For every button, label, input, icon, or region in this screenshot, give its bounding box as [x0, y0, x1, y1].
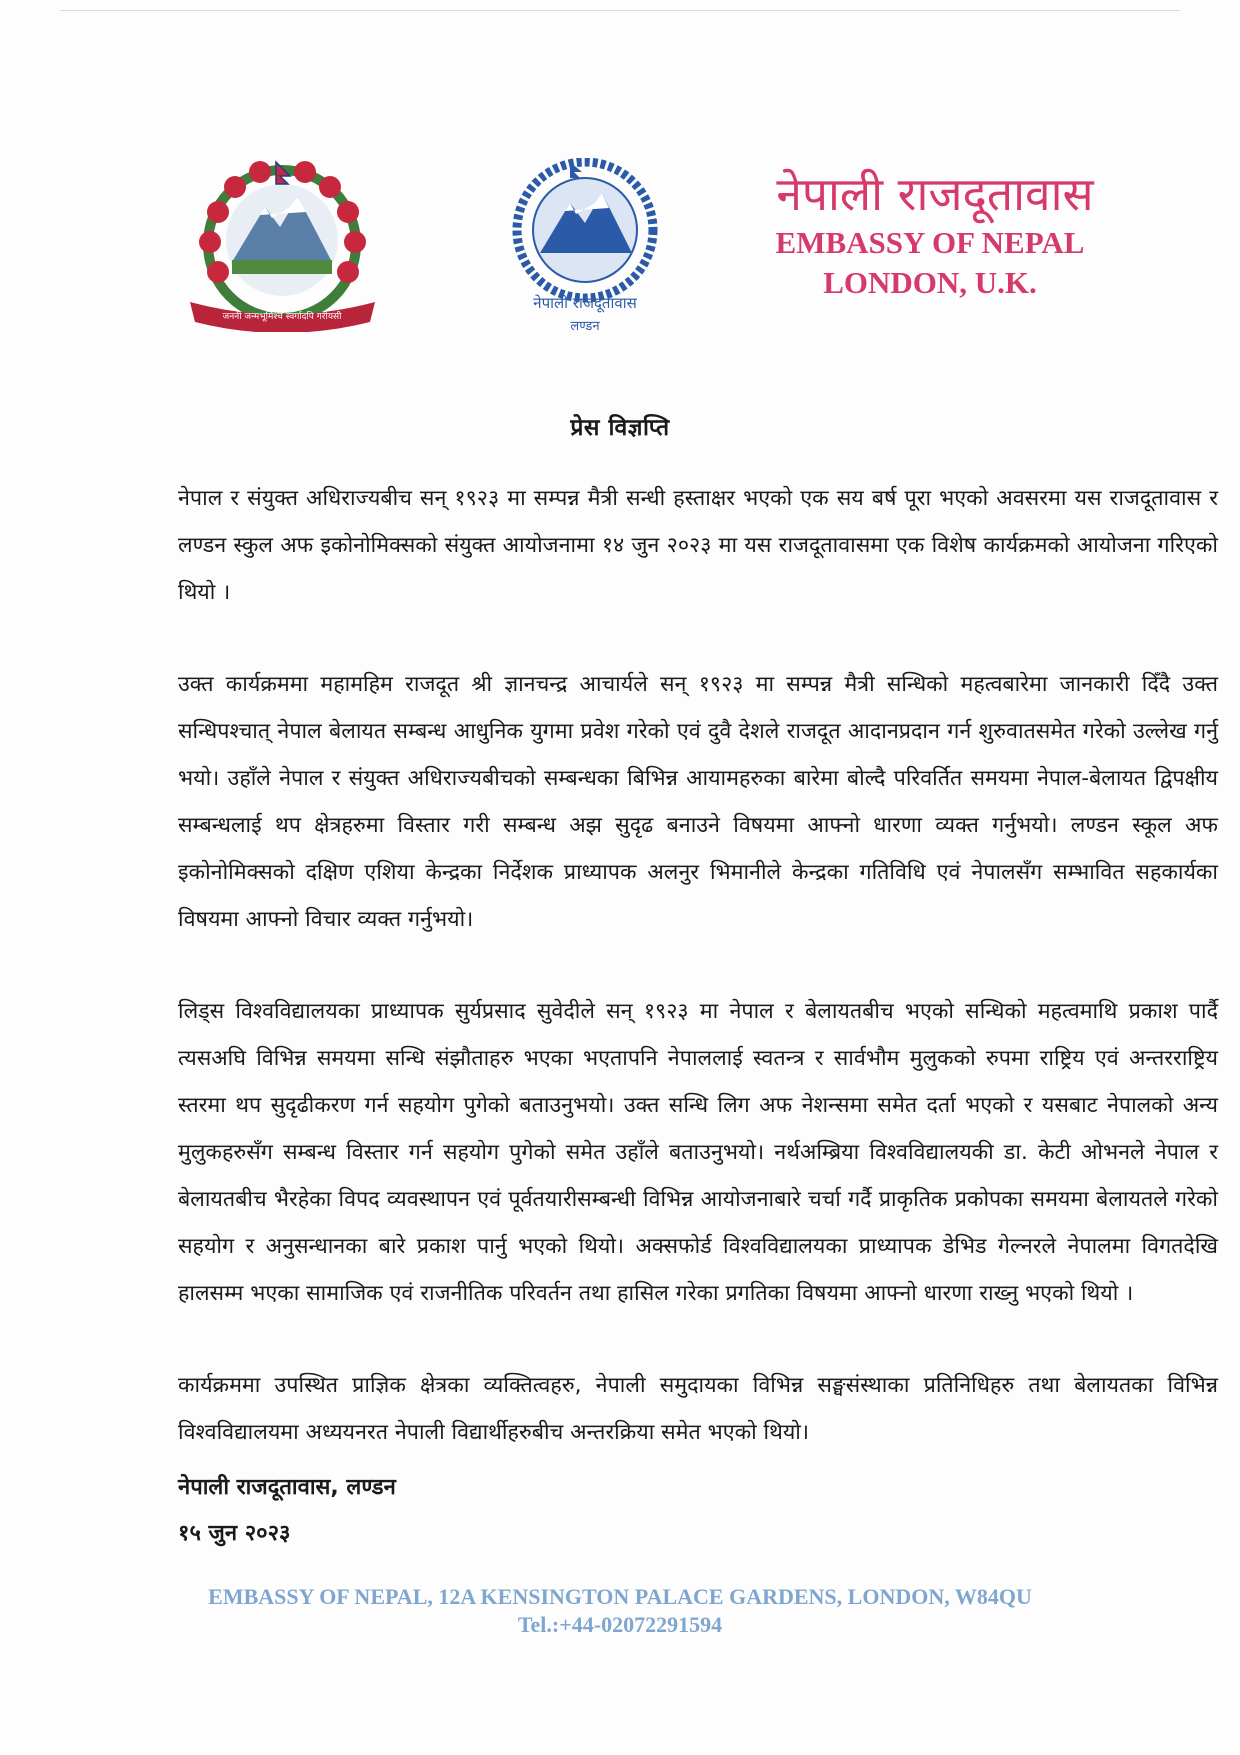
coat-of-arms-motto: जननी जन्मभूमिश्च स्वर्गादपि गरीयसी [222, 312, 342, 322]
issuer: नेपाली राजदूतावास, लण्डन [178, 1475, 396, 1500]
seal-name: नेपाली राजदूतावास [533, 294, 637, 312]
paragraph: उक्त कार्यक्रममा महामहिम राजदूत श्री ज्ञानचन्द्र आचार्यले सन् १९२३ मा सम्पन्न मैत्री सन्धिको महत्वबारेमा जानकारी दिँदै उक्त सन्धिपश्चात् नेपाल बेलायत सम्बन्ध आधुनिक युगमा प्रवेश गरेको एवं दुवै देशले राजदूत आदानप्रदान गर्न शुरुवातसमेत गरेको उल्लेख गर्नु भयो। उहाँले नेपाल र संयुक्त अधिराज्यबीचको सम्बन्धका बिभिन्न आयामहरुका बारेमा बोल्दै परिवर्तित समयमा नेपाल-बेलायत द्विपक्षीय सम्बन्धलाई थप क्षेत्रहरुमा विस्तार गरी सम्बन्ध अझ सुदृढ बनाउने विषयमा आफ्नो धारणा व्यक्त गर्नुभयो। लण्डन स्कूल अफ इकोनोमिक्सको दक्षिण एशिया केन्द्रका निर्देशक प्राध्यापक अलनुर भिमानीले केन्द्रका गतिविधि एवं नेपालसँग सम्भावित सहकार्यका विषयमा आफ्नो विचार व्यक्त गर्नुभयो। [178, 672, 1218, 932]
scan-edge-line [60, 10, 1180, 11]
document-title: प्रेस विज्ञप्ति [570, 415, 670, 441]
issue-date: १५ जुन २०२३ [178, 1521, 291, 1546]
paragraph: नेपाल र संयुक्त अधिराज्यबीच सन् १९२३ मा सम्पन्न मैत्री सन्धी हस्ताक्षर भएको एक सय बर्ष पूरा भएको अवसरमा यस राजदूतावास र लण्डन स्कुल अफ इकोनोमिक्सको संयुक्त आयोजनामा १४ जुन २०२३ मा यस राजदूतावासमा एक विशेष कार्यक्रमको आयोजना गरिएको थियो । [178, 486, 1218, 605]
embassy-location: LONDON, U.K. [823, 265, 1037, 300]
nepal-coat-of-arms-emblem [180, 152, 385, 332]
embassy-name-english: EMBASSY OF NEPAL [775, 225, 1085, 260]
signature-block [178, 1465, 396, 1557]
footer [0, 1583, 1240, 1639]
paragraph: कार्यक्रममा उपस्थित प्राज्ञिक क्षेत्रका व्यक्तित्वहरु, नेपाली समुदायका विभिन्न सङ्घसंस्थाका प्रतिनिधिहरु तथा बेलायतका विभिन्न विश्वविद्यालयमा अध्ययनरत नेपाली विद्यार्थीहरुबीच अन्तरक्रिया समेत भएको थियो। [178, 1373, 1218, 1445]
embassy-name-nepali: नेपाली राजदूतावास [776, 167, 1094, 221]
press-release-body [178, 475, 1218, 1501]
seal-city: लण्डन [570, 319, 600, 334]
footer-phone: Tel.:+44-02072291594 [517, 1612, 723, 1637]
embassy-seal-emblem [510, 158, 660, 338]
footer-address: EMBASSY OF NEPAL, 12A KENSINGTON PALACE GARDENS, LONDON, W84QU [208, 1584, 1032, 1609]
coat-of-arms-ribbon [190, 302, 375, 332]
paragraph: लिड्स विश्वविद्यालयका प्राध्यापक सुर्यप्रसाद सुवेदीले सन् १९२३ मा नेपाल र बेलायतबीच भएको सन्धिको महत्वमाथि प्रकाश पार्दै त्यसअघि विभिन्न समयमा सन्धि संझौताहरु भएका भएतापनि नेपाललाई स्वतन्त्र र सार्वभौम मुलुकको रुपमा राष्ट्रिय एवं अन्तरराष्ट्रिय स्तरमा थप सुदृढीकरण गर्न सहयोग पुगेको बताउनुभयो। उक्त सन्धि लिग अफ नेशन्समा समेत दर्ता भएको र यसबाट नेपालको अन्य मुलुकहरुसँग सम्बन्ध विस्तार गर्न सहयोग पुगेको समेत उहाँले बताउनुभयो। नर्थअम्ब्रिया विश्वविद्यालयकी डा. केटी ओभनले नेपाल र बेलायतबीच भैरहेका विपद व्यवस्थापन एवं पूर्वतयारीसम्बन्धी विभिन्न आयोजनाबारे चर्चा गर्दै प्राकृतिक प्रकोपका समयमा बेलायतले गरेको सहयोग र अनुसन्धानका बारे प्रकाश पार्नु भएको थियो। अक्सफोर्ड विश्वविद्यालयका प्राध्यापक डेभिड गेल्नरले नेपालमा विगतदेखि हालसम्म भएका सामाजिक एवं राजनीतिक परिवर्तन तथा हासिल गरेका प्रगतिका विषयमा आफ्नो धारणा राख्नु भएको थियो । [178, 999, 1218, 1306]
letterhead [735, 165, 1125, 303]
